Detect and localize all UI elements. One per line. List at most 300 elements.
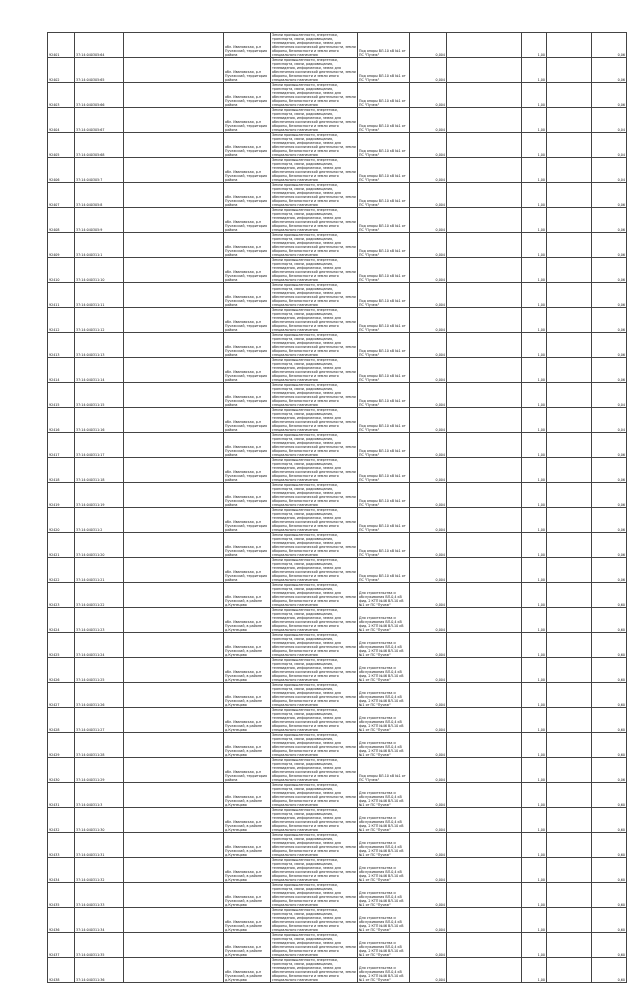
permitted-use-cell: Под опоры ВЛ-10 кВ №1 от ПС "Пучеж"	[358, 358, 410, 383]
value-cell: 0,06	[592, 183, 627, 208]
land-category-cell: Земли промышленности, энергетики, транспорта, связи, радиовещания, телевидения, информатики, земли для обеспечения космической деятельности, земли обороны, безопасности и земли иного специального назначения	[272, 158, 356, 182]
empty-cell	[547, 333, 592, 358]
value-cell: 0,06	[592, 283, 627, 308]
land-category-cell: Земли промышленности, энергетики, транспорта, связи, радиовещания, телевидения, информатики, земли для обеспечения космической деятельности, земли обороны, безопасности и земли иного специального назначения	[272, 758, 356, 782]
cadastral-number-cell: 37:14:040311:34	[75, 908, 124, 933]
table-row	[48, 308, 627, 333]
empty-cell	[547, 358, 592, 383]
empty-cell	[447, 108, 522, 133]
plot-number-cell: 92410	[48, 258, 75, 283]
permitted-use-cell: Для строительства и обслуживания ВЛ-0,4 кВ фид. 2 КТП №46 ВЛ-10 кВ №1 от ПС "Пучеж"	[358, 658, 410, 683]
cadastral-number-cell: 37:14:040311:1	[75, 233, 124, 258]
empty-cell	[447, 258, 522, 283]
area-cell: 0,004	[410, 908, 447, 933]
table-row	[48, 283, 627, 308]
empty-cell	[547, 508, 592, 533]
plot-number-cell: 92425	[48, 633, 75, 658]
land-category-cell: Земли промышленности, энергетики, транспорта, связи, радиовещания, телевидения, информатики, земли для обеспечения космической деятельности, земли обороны, безопасности и земли иного специального назначения	[272, 58, 356, 82]
value-cell: 0,60	[592, 958, 627, 983]
land-category-cell: Земли промышленности, энергетики, транспорта, связи, радиовещания, телевидения, информатики, земли для обеспечения космической деятельности, земли обороны, безопасности и земли иного специального назначения	[272, 783, 356, 807]
empty-cell	[124, 283, 224, 308]
plot-number-cell: 92416	[48, 408, 75, 433]
coefficient-cell: 1,00	[522, 658, 547, 683]
area-cell: 0,004	[410, 658, 447, 683]
empty-cell	[124, 433, 224, 458]
empty-cell	[447, 758, 522, 783]
empty-cell	[547, 683, 592, 708]
empty-cell	[447, 558, 522, 583]
permitted-use-cell: Под опоры ВЛ-10 кВ №1 от ПС "Пучеж"	[358, 33, 410, 58]
address-cell: обл. Ивановская, р-н Пучежский, в районе д.Кузнецово	[224, 883, 271, 908]
area-cell: 0,004	[410, 608, 447, 633]
land-category-cell: Земли промышленности, энергетики, транспорта, связи, радиовещания, телевидения, информатики, земли для обеспечения космической деятельности, земли обороны, безопасности и земли иного специального назначения	[272, 108, 356, 132]
empty-cell	[124, 108, 224, 133]
coefficient-cell: 1,00	[522, 333, 547, 358]
empty-cell	[124, 383, 224, 408]
empty-cell	[124, 758, 224, 783]
permitted-use-cell: Для строительства и обслуживания ВЛ-0,4 кВ фид. 2 КТП №46 ВЛ-10 кВ №1 от ПС "Пучеж"	[358, 683, 410, 708]
empty-cell	[124, 208, 224, 233]
table-row	[48, 158, 627, 183]
area-cell: 0,004	[410, 533, 447, 558]
address-cell: обл. Ивановская, р-н Пучежский, в районе д.Кузнецово	[224, 583, 271, 608]
coefficient-cell: 1,00	[522, 133, 547, 158]
permitted-use-cell: Под опоры ВЛ-10 кВ №1 от ПС "Пучеж"	[358, 508, 410, 533]
area-cell: 0,004	[410, 358, 447, 383]
address-cell: обл. Ивановская, р-н Пучежский, в районе д.Кузнецово	[224, 708, 271, 733]
coefficient-cell: 1,00	[522, 833, 547, 858]
permitted-use-cell: Под опоры ВЛ-10 кВ №1 от ПС "Пучеж"	[358, 283, 410, 308]
plot-number-cell: 92404	[48, 108, 75, 133]
cadastral-number-cell: 37:14:040311:30	[75, 808, 124, 833]
plot-number-cell: 92431	[48, 783, 75, 808]
land-category-cell: Земли промышленности, энергетики, транспорта, связи, радиовещания, телевидения, информатики, земли для обеспечения космической деятельности, земли обороны, безопасности и земли иного специального назначения	[272, 333, 356, 357]
table-body	[48, 33, 627, 983]
permitted-use-cell: Под опоры ВЛ-10 кВ №1 от ПС "Пучеж"	[358, 258, 410, 283]
value-cell: 0,06	[592, 358, 627, 383]
empty-cell	[447, 208, 522, 233]
permitted-use-cell: Под опоры ВЛ-10 кВ №1 от ПС "Пучеж"	[358, 558, 410, 583]
cadastral-number-cell: 37:14:040311:27	[75, 708, 124, 733]
address-cell: обл. Ивановская, р-н Пучежский, территория района	[224, 333, 271, 358]
land-category-cell: Земли промышленности, энергетики, транспорта, связи, радиовещания, телевидения, информатики, земли для обеспечения космической деятельности, земли обороны, безопасности и земли иного специального назначения	[272, 908, 356, 932]
address-cell: обл. Ивановская, р-н Пучежский, в районе д.Кузнецово	[224, 933, 271, 958]
table-row	[48, 633, 627, 658]
empty-cell	[124, 358, 224, 383]
address-cell: обл. Ивановская, р-н Пучежский, территория района	[224, 58, 271, 83]
cadastral-number-cell: 37:14:040311:26	[75, 683, 124, 708]
plot-number-cell: 92403	[48, 83, 75, 108]
land-category-cell: Земли промышленности, энергетики, транспорта, связи, радиовещания, телевидения, информатики, земли для обеспечения космической деятельности, земли обороны, безопасности и земли иного специального назначения	[272, 358, 356, 382]
plot-number-cell: 92406	[48, 158, 75, 183]
empty-cell	[547, 308, 592, 333]
empty-cell	[447, 583, 522, 608]
table-row	[48, 933, 627, 958]
empty-cell	[124, 633, 224, 658]
land-category-cell: Земли промышленности, энергетики, транспорта, связи, радиовещания, телевидения, информатики, земли для обеспечения космической деятельности, земли обороны, безопасности и земли иного специального назначения	[272, 958, 356, 982]
permitted-use-cell: Под опоры ВЛ-10 кВ №1 от ПС "Пучеж"	[358, 458, 410, 483]
land-category-cell: Земли промышленности, энергетики, транспорта, связи, радиовещания, телевидения, информатики, земли для обеспечения космической деятельности, земли обороны, безопасности и земли иного специального назначения	[272, 583, 356, 607]
cadastral-number-cell: 37:14:040311:19	[75, 483, 124, 508]
empty-cell	[547, 383, 592, 408]
empty-cell	[547, 658, 592, 683]
permitted-use-cell: Под опоры ВЛ-10 кВ №1 от ПС "Пучеж"	[358, 383, 410, 408]
area-cell: 0,004	[410, 733, 447, 758]
cadastral-number-cell: 37:14:040305:8	[75, 183, 124, 208]
empty-cell	[124, 33, 224, 58]
empty-cell	[124, 883, 224, 908]
plot-number-cell: 92418	[48, 458, 75, 483]
area-cell: 0,004	[410, 583, 447, 608]
value-cell: 0,06	[592, 58, 627, 83]
land-category-cell: Земли промышленности, энергетики, транспорта, связи, радиовещания, телевидения, информатики, земли для обеспечения космической деятельности, земли обороны, безопасности и земли иного специального назначения	[272, 183, 356, 207]
land-category-cell: Земли промышленности, энергетики, транспорта, связи, радиовещания, телевидения, информатики, земли для обеспечения космической деятельности, земли обороны, безопасности и земли иного специального назначения	[272, 683, 356, 707]
value-cell: 0,06	[592, 258, 627, 283]
area-cell: 0,004	[410, 883, 447, 908]
empty-cell	[547, 433, 592, 458]
address-cell: обл. Ивановская, р-н Пучежский, территория района	[224, 108, 271, 133]
value-cell: 0,06	[592, 308, 627, 333]
permitted-use-cell: Для строительства и обслуживания ВЛ-0,4 кВ фид. 2 КТП №46 ВЛ-10 кВ №1 от ПС "Пучеж"	[358, 583, 410, 608]
empty-cell	[547, 583, 592, 608]
coefficient-cell: 1,00	[522, 958, 547, 983]
empty-cell	[124, 783, 224, 808]
permitted-use-cell: Для строительства и обслуживания ВЛ-0,4 кВ фид. 2 КТП №46 ВЛ-10 кВ №1 от ПС "Пучеж"	[358, 933, 410, 958]
address-cell: обл. Ивановская, р-н Пучежский, территория района	[224, 33, 271, 58]
plot-number-cell: 92430	[48, 758, 75, 783]
table-row	[48, 833, 627, 858]
empty-cell	[447, 958, 522, 983]
empty-cell	[547, 808, 592, 833]
land-category-cell: Земли промышленности, энергетики, транспорта, связи, радиовещания, телевидения, информатики, земли для обеспечения космической деятельности, земли обороны, безопасности и земли иного специального назначения	[272, 433, 356, 457]
cadastral-number-cell: 37:14:040305:68	[75, 133, 124, 158]
empty-cell	[124, 733, 224, 758]
address-cell: обл. Ивановская, р-н Пучежский, в районе д.Кузнецово	[224, 633, 271, 658]
address-cell: обл. Ивановская, р-н Пучежский, территория района	[224, 358, 271, 383]
value-cell: 0,06	[592, 208, 627, 233]
cadastral-number-cell: 37:14:040305:7	[75, 158, 124, 183]
empty-cell	[447, 358, 522, 383]
table-row	[48, 358, 627, 383]
permitted-use-cell: Для строительства и обслуживания ВЛ-0,4 кВ фид. 2 КТП №46 ВЛ-10 кВ №1 от ПС "Пучеж"	[358, 633, 410, 658]
value-cell: 0,60	[592, 608, 627, 633]
permitted-use-cell: Для строительства и обслуживания ВЛ-0,4 кВ фид. 2 КТП №46 ВЛ-10 кВ №1 от ПС "Пучеж"	[358, 858, 410, 883]
value-cell: 0,04	[592, 158, 627, 183]
table-row	[48, 808, 627, 833]
table-row	[48, 608, 627, 633]
table-row	[48, 133, 627, 158]
value-cell: 0,06	[592, 433, 627, 458]
empty-cell	[547, 33, 592, 58]
address-cell: обл. Ивановская, р-н Пучежский, территория района	[224, 508, 271, 533]
empty-cell	[447, 58, 522, 83]
value-cell: 0,06	[592, 758, 627, 783]
empty-cell	[447, 433, 522, 458]
address-cell: обл. Ивановская, р-н Пучежский, территория района	[224, 483, 271, 508]
area-cell: 0,004	[410, 708, 447, 733]
plot-number-cell: 92408	[48, 208, 75, 233]
permitted-use-cell: Для строительства и обслуживания ВЛ-0,4 кВ фид. 2 КТП №46 ВЛ-10 кВ №1 от ПС "Пучеж"	[358, 608, 410, 633]
area-cell: 0,004	[410, 408, 447, 433]
coefficient-cell: 1,00	[522, 908, 547, 933]
empty-cell	[447, 783, 522, 808]
permitted-use-cell: Под опоры ВЛ-10 кВ №1 от ПС "Пучеж"	[358, 83, 410, 108]
land-category-cell: Земли промышленности, энергетики, транспорта, связи, радиовещания, телевидения, информатики, земли для обеспечения космической деятельности, земли обороны, безопасности и земли иного специального назначения	[272, 258, 356, 282]
coefficient-cell: 1,00	[522, 508, 547, 533]
empty-cell	[447, 33, 522, 58]
cadastral-number-cell: 37:14:040305:65	[75, 58, 124, 83]
table-row	[48, 708, 627, 733]
plot-number-cell: 92414	[48, 358, 75, 383]
table-row	[48, 183, 627, 208]
value-cell: 0,04	[592, 133, 627, 158]
value-cell: 0,60	[592, 733, 627, 758]
empty-cell	[447, 808, 522, 833]
land-category-cell: Земли промышленности, энергетики, транспорта, связи, радиовещания, телевидения, информатики, земли для обеспечения космической деятельности, земли обороны, безопасности и земли иного специального назначения	[272, 808, 356, 832]
address-cell: обл. Ивановская, р-н Пучежский, территория района	[224, 133, 271, 158]
empty-cell	[547, 158, 592, 183]
land-category-cell: Земли промышленности, энергетики, транспорта, связи, радиовещания, телевидения, информатики, земли для обеспечения космической деятельности, земли обороны, безопасности и земли иного специального назначения	[272, 858, 356, 882]
coefficient-cell: 1,00	[522, 433, 547, 458]
permitted-use-cell: Для строительства и обслуживания ВЛ-0,4 кВ фид. 2 КТП №46 ВЛ-10 кВ №1 от ПС "Пучеж"	[358, 833, 410, 858]
area-cell: 0,004	[410, 508, 447, 533]
permitted-use-cell: Под опоры ВЛ-10 кВ №1 от ПС "Пучеж"	[358, 108, 410, 133]
empty-cell	[124, 308, 224, 333]
land-category-cell: Земли промышленности, энергетики, транспорта, связи, радиовещания, телевидения, информатики, земли для обеспечения космической деятельности, земли обороны, безопасности и земли иного специального назначения	[272, 308, 356, 332]
empty-cell	[547, 633, 592, 658]
permitted-use-cell: Под опоры ВЛ-10 кВ №1 от ПС "Пучеж"	[358, 183, 410, 208]
table-row	[48, 733, 627, 758]
area-cell: 0,004	[410, 808, 447, 833]
table-row	[48, 408, 627, 433]
empty-cell	[447, 533, 522, 558]
empty-cell	[447, 733, 522, 758]
empty-cell	[447, 883, 522, 908]
value-cell: 0,60	[592, 658, 627, 683]
plot-number-cell: 92428	[48, 708, 75, 733]
cadastral-number-cell: 37:14:040311:24	[75, 633, 124, 658]
plot-number-cell: 92422	[48, 558, 75, 583]
address-cell: обл. Ивановская, р-н Пучежский, в районе д.Кузнецово	[224, 783, 271, 808]
empty-cell	[547, 458, 592, 483]
empty-cell	[447, 858, 522, 883]
empty-cell	[124, 908, 224, 933]
permitted-use-cell: Для строительства и обслуживания ВЛ-0,4 кВ фид. 2 КТП №46 ВЛ-10 кВ №1 от ПС "Пучеж"	[358, 733, 410, 758]
cadastral-number-cell: 37:14:040311:16	[75, 408, 124, 433]
table-row	[48, 33, 627, 58]
plot-number-cell: 92420	[48, 508, 75, 533]
table-row	[48, 258, 627, 283]
permitted-use-cell: Под опоры ВЛ-10 кВ №1 от ПС "Пучеж"	[358, 308, 410, 333]
coefficient-cell: 1,00	[522, 883, 547, 908]
empty-cell	[124, 408, 224, 433]
coefficient-cell: 1,00	[522, 33, 547, 58]
area-cell: 0,004	[410, 233, 447, 258]
cadastral-number-cell: 37:14:040311:11	[75, 283, 124, 308]
cadastral-number-cell: 37:14:040311:28	[75, 733, 124, 758]
plot-number-cell: 92427	[48, 683, 75, 708]
empty-cell	[124, 133, 224, 158]
area-cell: 0,004	[410, 308, 447, 333]
empty-cell	[124, 458, 224, 483]
empty-cell	[547, 558, 592, 583]
land-category-cell: Земли промышленности, энергетики, транспорта, связи, радиовещания, телевидения, информатики, земли для обеспечения космической деятельности, земли обороны, безопасности и земли иного специального назначения	[272, 508, 356, 532]
table-row	[48, 433, 627, 458]
coefficient-cell: 1,00	[522, 108, 547, 133]
land-category-cell: Земли промышленности, энергетики, транспорта, связи, радиовещания, телевидения, информатики, земли для обеспечения космической деятельности, земли обороны, безопасности и земли иного специального назначения	[272, 708, 356, 732]
coefficient-cell: 1,00	[522, 708, 547, 733]
plot-number-cell: 92432	[48, 808, 75, 833]
empty-cell	[547, 883, 592, 908]
address-cell: обл. Ивановская, р-н Пучежский, территория района	[224, 208, 271, 233]
cadastral-number-cell: 37:14:040311:12	[75, 308, 124, 333]
empty-cell	[124, 533, 224, 558]
empty-cell	[547, 533, 592, 558]
value-cell: 0,06	[592, 83, 627, 108]
coefficient-cell: 1,00	[522, 283, 547, 308]
land-plot-table	[47, 32, 627, 983]
area-cell: 0,004	[410, 283, 447, 308]
area-cell: 0,004	[410, 433, 447, 458]
coefficient-cell: 1,00	[522, 208, 547, 233]
area-cell: 0,004	[410, 133, 447, 158]
coefficient-cell: 1,00	[522, 633, 547, 658]
empty-cell	[447, 133, 522, 158]
coefficient-cell: 1,00	[522, 608, 547, 633]
table-row	[48, 683, 627, 708]
empty-cell	[447, 483, 522, 508]
plot-number-cell: 92437	[48, 933, 75, 958]
plot-number-cell: 92429	[48, 733, 75, 758]
table-row	[48, 458, 627, 483]
coefficient-cell: 1,00	[522, 783, 547, 808]
empty-cell	[447, 833, 522, 858]
table-row	[48, 883, 627, 908]
address-cell: обл. Ивановская, р-н Пучежский, в районе д.Кузнецово	[224, 958, 271, 983]
address-cell: обл. Ивановская, р-н Пучежский, территория района	[224, 83, 271, 108]
coefficient-cell: 1,00	[522, 158, 547, 183]
cadastral-number-cell: 37:14:040311:25	[75, 658, 124, 683]
empty-cell	[124, 233, 224, 258]
empty-cell	[124, 58, 224, 83]
coefficient-cell: 1,00	[522, 233, 547, 258]
coefficient-cell: 1,00	[522, 808, 547, 833]
address-cell: обл. Ивановская, р-н Пучежский, территория района	[224, 758, 271, 783]
cadastral-number-cell: 37:14:040311:29	[75, 758, 124, 783]
cadastral-number-cell: 37:14:040305:66	[75, 83, 124, 108]
empty-cell	[124, 708, 224, 733]
permitted-use-cell: Под опоры ВЛ-10 кВ №1 от ПС "Пучеж"	[358, 133, 410, 158]
table-row	[48, 908, 627, 933]
empty-cell	[124, 583, 224, 608]
cadastral-number-cell: 37:14:040311:15	[75, 383, 124, 408]
land-category-cell: Земли промышленности, энергетики, транспорта, связи, радиовещания, телевидения, информатики, земли для обеспечения космической деятельности, земли обороны, безопасности и земли иного специального назначения	[272, 833, 356, 857]
cadastral-number-cell: 37:14:040311:23	[75, 608, 124, 633]
permitted-use-cell: Для строительства и обслуживания ВЛ-0,4 кВ фид. 2 КТП №46 ВЛ-10 кВ №1 от ПС "Пучеж"	[358, 783, 410, 808]
permitted-use-cell: Под опоры ВЛ-10 кВ №1 от ПС "Пучеж"	[358, 533, 410, 558]
empty-cell	[124, 158, 224, 183]
address-cell: обл. Ивановская, р-н Пучежский, в районе д.Кузнецово	[224, 733, 271, 758]
empty-cell	[447, 283, 522, 308]
land-category-cell: Земли промышленности, энергетики, транспорта, связи, радиовещания, телевидения, информатики, земли для обеспечения космической деятельности, земли обороны, безопасности и земли иного специального назначения	[272, 233, 356, 257]
empty-cell	[124, 183, 224, 208]
empty-cell	[547, 758, 592, 783]
value-cell: 0,04	[592, 383, 627, 408]
permitted-use-cell: Для строительства и обслуживания ВЛ-0,4 кВ фид. 2 КТП №46 ВЛ-10 кВ №1 от ПС "Пучеж"	[358, 883, 410, 908]
land-category-cell: Земли промышленности, энергетики, транспорта, связи, радиовещания, телевидения, информатики, земли для обеспечения космической деятельности, земли обороны, безопасности и земли иного специального назначения	[272, 208, 356, 232]
land-category-cell: Земли промышленности, энергетики, транспорта, связи, радиовещания, телевидения, информатики, земли для обеспечения космической деятельности, земли обороны, безопасности и земли иного специального назначения	[272, 83, 356, 107]
empty-cell	[547, 783, 592, 808]
table-row	[48, 483, 627, 508]
empty-cell	[547, 108, 592, 133]
address-cell: обл. Ивановская, р-н Пучежский, территория района	[224, 308, 271, 333]
address-cell: обл. Ивановская, р-н Пучежский, территория района	[224, 458, 271, 483]
value-cell: 0,04	[592, 108, 627, 133]
empty-cell	[124, 258, 224, 283]
table-row	[48, 233, 627, 258]
empty-cell	[447, 708, 522, 733]
table-row	[48, 83, 627, 108]
permitted-use-cell: Под опоры ВЛ-10 кВ №1 от ПС "Пучеж"	[358, 408, 410, 433]
empty-cell	[447, 333, 522, 358]
cadastral-number-cell: 37:14:040311:33	[75, 883, 124, 908]
empty-cell	[547, 958, 592, 983]
coefficient-cell: 1,00	[522, 533, 547, 558]
area-cell: 0,004	[410, 58, 447, 83]
empty-cell	[124, 83, 224, 108]
table-row	[48, 58, 627, 83]
table-row	[48, 108, 627, 133]
area-cell: 0,004	[410, 108, 447, 133]
land-category-cell: Земли промышленности, энергетики, транспорта, связи, радиовещания, телевидения, информатики, земли для обеспечения космической деятельности, земли обороны, безопасности и земли иного специального назначения	[272, 658, 356, 682]
cadastral-number-cell: 37:14:040311:10	[75, 258, 124, 283]
cadastral-number-cell: 37:14:040305:67	[75, 108, 124, 133]
table-row	[48, 583, 627, 608]
empty-cell	[124, 833, 224, 858]
address-cell: обл. Ивановская, р-н Пучежский, территория района	[224, 158, 271, 183]
empty-cell	[447, 83, 522, 108]
coefficient-cell: 1,00	[522, 758, 547, 783]
value-cell: 0,06	[592, 558, 627, 583]
land-category-cell: Земли промышленности, энергетики, транспорта, связи, радиовещания, телевидения, информатики, земли для обеспечения космической деятельности, земли обороны, безопасности и земли иного специального назначения	[272, 33, 356, 57]
address-cell: обл. Ивановская, р-н Пучежский, в районе д.Кузнецово	[224, 908, 271, 933]
empty-cell	[447, 383, 522, 408]
empty-cell	[547, 208, 592, 233]
empty-cell	[447, 408, 522, 433]
spreadsheet-page	[47, 32, 625, 983]
value-cell: 0,60	[592, 583, 627, 608]
land-category-cell: Земли промышленности, энергетики, транспорта, связи, радиовещания, телевидения, информатики, земли для обеспечения космической деятельности, земли обороны, безопасности и земли иного специального назначения	[272, 133, 356, 157]
empty-cell	[547, 733, 592, 758]
table-row	[48, 208, 627, 233]
plot-number-cell: 92412	[48, 308, 75, 333]
address-cell: обл. Ивановская, р-н Пучежский, в районе д.Кузнецово	[224, 608, 271, 633]
land-category-cell: Земли промышленности, энергетики, транспорта, связи, радиовещания, телевидения, информатики, земли для обеспечения космической деятельности, земли обороны, безопасности и земли иного специального назначения	[272, 558, 356, 582]
plot-number-cell: 92407	[48, 183, 75, 208]
address-cell: обл. Ивановская, р-н Пучежский, территория района	[224, 258, 271, 283]
value-cell: 0,60	[592, 783, 627, 808]
value-cell: 0,06	[592, 458, 627, 483]
address-cell: обл. Ивановская, р-н Пучежский, территория района	[224, 533, 271, 558]
plot-number-cell: 92401	[48, 33, 75, 58]
plot-number-cell: 92423	[48, 583, 75, 608]
empty-cell	[447, 233, 522, 258]
land-category-cell: Земли промышленности, энергетики, транспорта, связи, радиовещания, телевидения, информатики, земли для обеспечения космической деятельности, земли обороны, безопасности и земли иного специального назначения	[272, 608, 356, 632]
empty-cell	[547, 233, 592, 258]
plot-number-cell: 92424	[48, 608, 75, 633]
table-row	[48, 508, 627, 533]
table-row	[48, 858, 627, 883]
